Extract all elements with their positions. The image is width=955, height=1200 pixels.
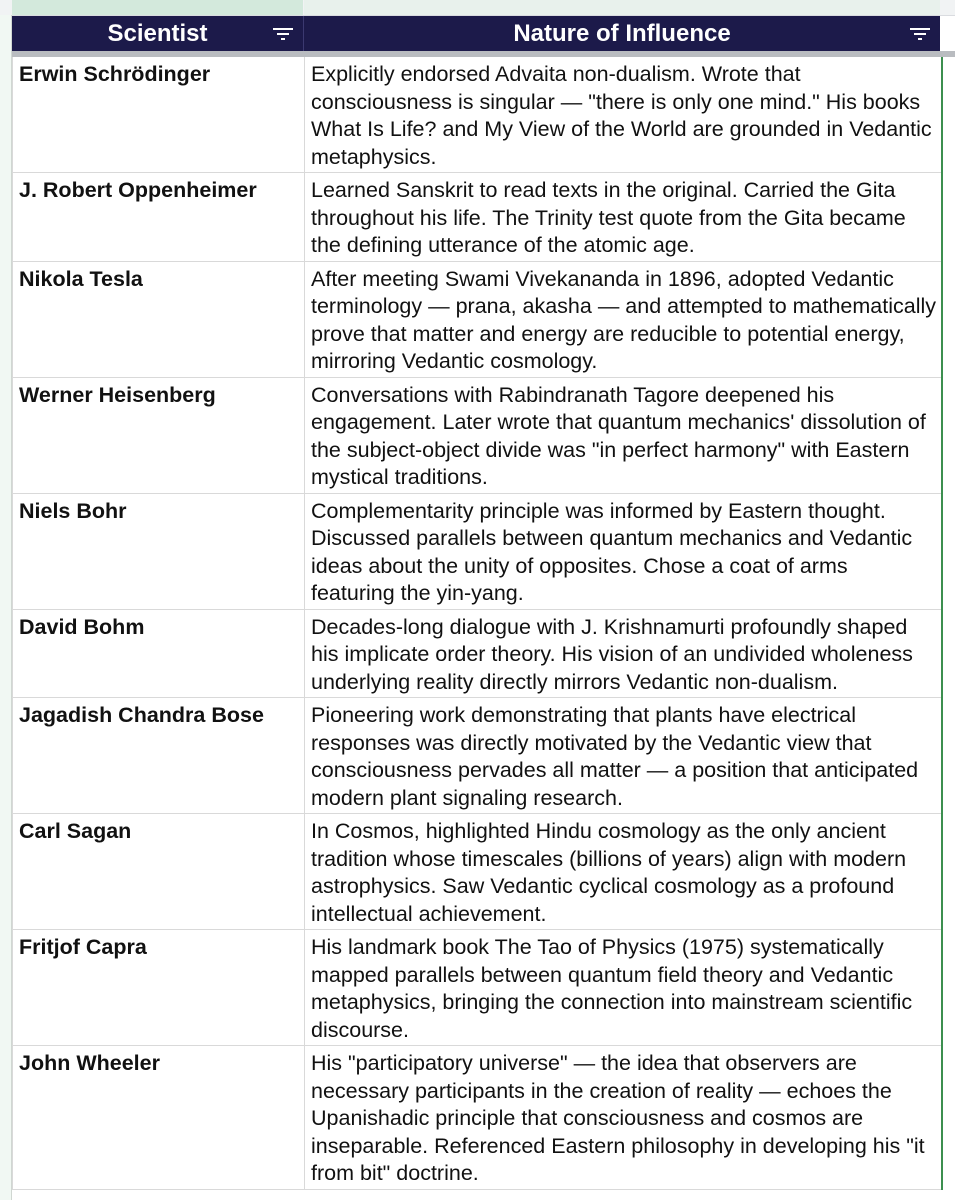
column-header-strip bbox=[0, 0, 955, 16]
influence-cell[interactable]: In Cosmos, highlighted Hindu cosmology as the only ancient tradition whose timescales (billions of years) align with modern astrophysics. Saw Vedantic cyclical cosmology as a profound intellectual achievement. bbox=[311, 819, 907, 926]
scientist-cell[interactable]: Niels Bohr bbox=[13, 494, 305, 609]
scientist-cell[interactable]: Werner Heisenberg bbox=[13, 378, 305, 493]
header-cell-scientist[interactable] bbox=[12, 16, 304, 51]
filter-icon[interactable] bbox=[910, 28, 930, 40]
influence-cell[interactable]: His "participatory universe" — the idea that observers are necessary participants in the creation of reality — echoes the Upanishadic principle that consciousness and cosmos are inseparable. Referenced Eastern philosophy in developing his "it from bit" doctrine. bbox=[311, 1051, 925, 1185]
table-row bbox=[13, 173, 941, 262]
header-label-scientist: Scientist bbox=[107, 19, 208, 47]
table-row bbox=[13, 494, 941, 610]
table-row bbox=[13, 814, 941, 930]
table-row bbox=[13, 698, 941, 814]
table-row bbox=[13, 930, 941, 1046]
scientist-cell[interactable]: Fritjof Capra bbox=[13, 930, 305, 1045]
column-header-a[interactable] bbox=[12, 0, 303, 15]
influence-cell[interactable]: Decades-long dialogue with J. Krishnamurti profoundly shaped his implicate order theory. His vision of an undivided wholeness underlying reality directly mirrors Vedantic non-dualism. bbox=[311, 614, 913, 694]
filter-icon[interactable] bbox=[273, 28, 293, 40]
table-row bbox=[13, 378, 941, 494]
table-row bbox=[13, 262, 941, 378]
scientist-cell[interactable]: J. Robert Oppenheimer bbox=[13, 173, 305, 261]
table-row bbox=[13, 57, 941, 173]
table-row bbox=[13, 610, 941, 699]
influence-cell[interactable]: Learned Sanskrit to read texts in the original. Carried the Gita throughout his life. The Trinity test quote from the Gita became the defining utterance of the atomic age. bbox=[311, 178, 906, 257]
table-row bbox=[13, 1046, 941, 1190]
header-cell-influence[interactable] bbox=[304, 16, 940, 51]
scientist-cell[interactable]: Erwin Schrödinger bbox=[13, 57, 305, 172]
scientist-cell[interactable]: David Bohm bbox=[13, 610, 305, 698]
header-label-influence: Nature of Influence bbox=[513, 19, 731, 47]
influence-cell[interactable]: Complementarity principle was informed by Eastern thought. Discussed parallels between quantum mechanics and Vedantic ideas about the unity of opposites. Chose a coat of arms featuring the yin-yang. bbox=[311, 498, 913, 605]
column-header-b[interactable] bbox=[304, 0, 940, 15]
table-header-row bbox=[12, 16, 940, 51]
influence-cell[interactable]: Explicitly endorsed Advaita non-dualism. Wrote that consciousness is singular — "there is only one mind." His books What Is Life? and My View of the World are grounded in Vedantic metaphysics. bbox=[311, 62, 932, 169]
scientist-cell[interactable]: Carl Sagan bbox=[13, 814, 305, 929]
scientist-cell[interactable]: Jagadish Chandra Bose bbox=[13, 698, 305, 813]
influence-cell[interactable]: Conversations with Rabindranath Tagore deepened his engagement. Later wrote that quantum mechanics' dissolution of the subject-object divide was "in perfect harmony" with Eastern mystical traditions. bbox=[311, 382, 926, 489]
scientist-cell[interactable]: Nikola Tesla bbox=[13, 262, 305, 377]
scientist-cell[interactable]: John Wheeler bbox=[13, 1046, 305, 1189]
influence-cell[interactable]: After meeting Swami Vivekananda in 1896, adopted Vedantic terminology — prana, akasha — and attempted to mathematically prove that matter and energy are reducible to potential energy, mirroring Vedantic cosmology. bbox=[311, 266, 937, 373]
row-header-gutter[interactable] bbox=[0, 15, 12, 1200]
table-body bbox=[12, 57, 943, 1190]
influence-cell[interactable]: Pioneering work demonstrating that plants have electrical responses was directly motivated by the Vedantic view that consciousness pervades all matter — a position that anticipated modern plant signaling research. bbox=[311, 703, 919, 810]
influence-cell[interactable]: His landmark book The Tao of Physics (1975) systematically mapped parallels between quantum field theory and Vedantic metaphysics, bringing the connection into mainstream scientific discourse. bbox=[311, 935, 913, 1042]
